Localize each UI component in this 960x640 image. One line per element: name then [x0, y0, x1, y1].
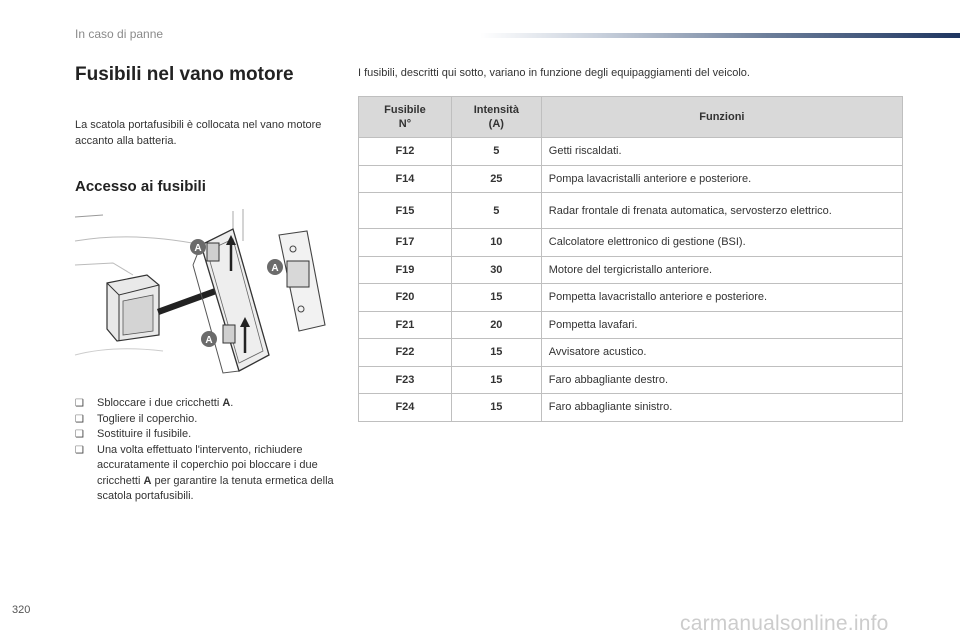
table-row: F21 20 Pompetta lavafari.	[359, 311, 903, 339]
checkbox-bullet-icon: ❑	[75, 413, 84, 425]
table-row: F15 5 Radar frontale di frenata automatica, servosterzo elettrico.	[359, 193, 903, 229]
table-row: F24 15 Faro abbagliante sinistro.	[359, 394, 903, 422]
table-row: F20 15 Pompetta lavacristallo anteriore e posteriore.	[359, 284, 903, 312]
header-fuse-number: Fusibile N°	[359, 97, 452, 138]
step-item: ❑ Togliere il coperchio.	[75, 412, 337, 428]
table-header-row	[359, 97, 903, 138]
fuse-table	[358, 96, 903, 422]
header-gradient-bar	[480, 33, 960, 38]
callout-a-right-label: A	[271, 263, 279, 274]
table-row: F19 30 Motore del tergicristallo anteriore.	[359, 256, 903, 284]
page-number: 320	[12, 604, 31, 616]
section-header: In caso di panne	[75, 27, 164, 41]
step-item: ❑ Sostituire il fusibile.	[75, 427, 337, 443]
step-item: ❑ Una volta effettuato l'intervento, richiudere accuratamente il coperchio poi bloccare i due cricchetti A per garantire la tenuta ermetica della scatola portafusibili.	[75, 443, 334, 502]
step-item: ❑ Sbloccare i due cricchetti A.	[75, 396, 337, 412]
callout-a-bottom-label: A	[205, 335, 213, 346]
table-row: F17 10 Calcolatore elettronico di gestione (BSI).	[359, 229, 903, 257]
checkbox-bullet-icon: ❑	[75, 444, 84, 456]
table-intro-text: I fusibili, descritti qui sotto, variano in funzione degli equipaggiamenti del veicolo.	[358, 67, 750, 79]
table-row: F22 15 Avvisatore acustico.	[359, 339, 903, 367]
callout-a-top-label: A	[194, 243, 202, 254]
table-row: F14 25 Pompa lavacristalli anteriore e posteriore.	[359, 165, 903, 193]
section-subtitle: Accesso ai fusibili	[75, 178, 206, 195]
page-title: Fusibili nel vano motore	[75, 64, 294, 85]
header-functions: Funzioni	[541, 97, 902, 138]
intro-text: La scatola portafusibili è collocata nel vano motore accanto alla batteria.	[75, 119, 322, 147]
watermark-text: carmanualsonline.info	[680, 612, 889, 635]
fuse-box-illustration	[73, 205, 335, 383]
table-row: F12 5 Getti riscaldati.	[359, 138, 903, 166]
checkbox-bullet-icon: ❑	[75, 429, 84, 440]
table-row: F23 15 Faro abbagliante destro.	[359, 366, 903, 394]
checkbox-bullet-icon: ❑	[75, 398, 84, 409]
procedure-steps	[75, 396, 337, 505]
header-amperage: Intensità (A)	[451, 97, 541, 138]
